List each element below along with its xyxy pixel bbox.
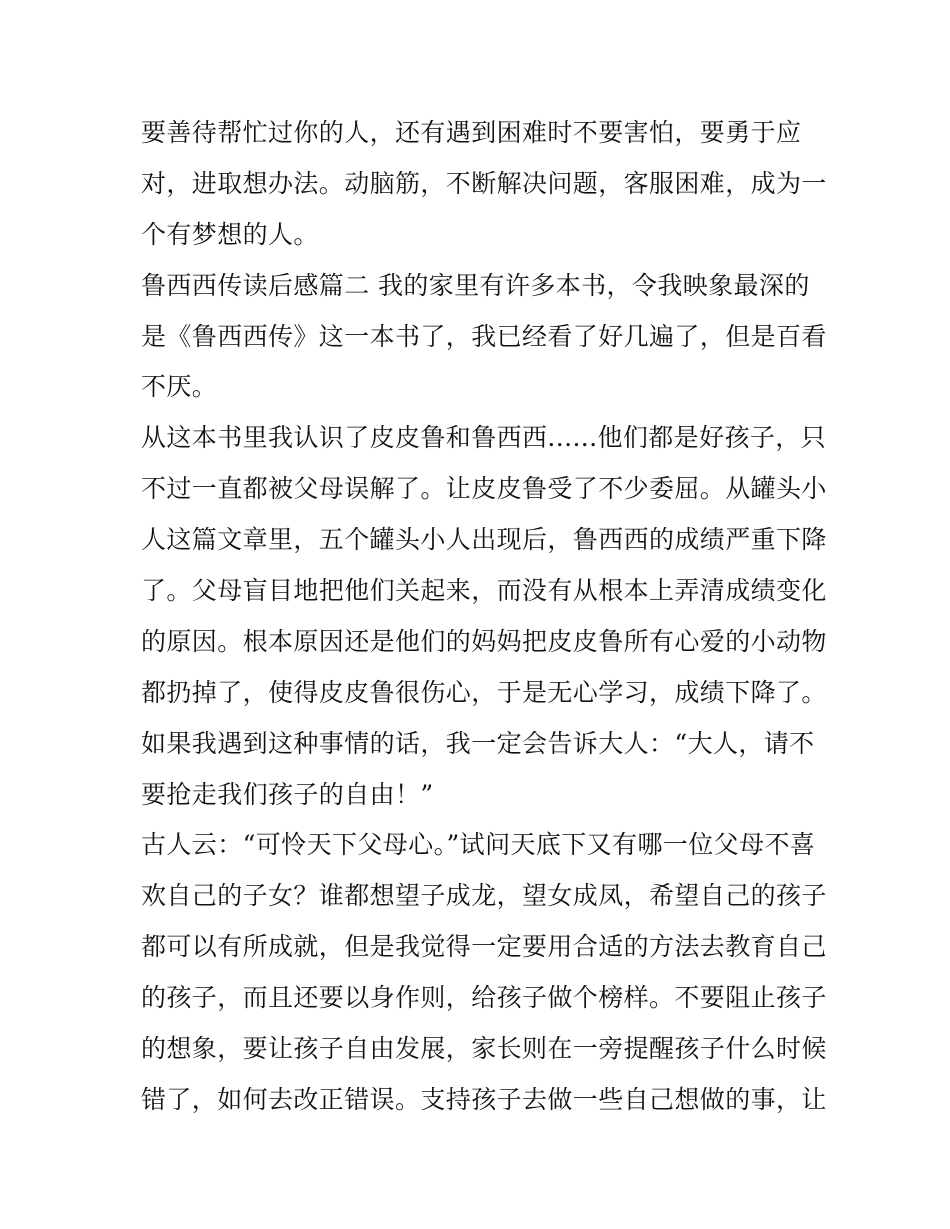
text-line-1: 要善待帮忙过你的人，还有遇到困难时不要害怕，要勇于应	[141, 118, 802, 147]
text-line-13: 如果我遇到这种事情的话，我一定会告诉大人：“大人，请不	[141, 728, 815, 758]
text-line-8: 不过一直都被父母误解了。让皮皮鲁受了不少委屈。从罐头小	[141, 474, 827, 504]
text-line-14: 要抢走我们孩子的自由！”	[141, 779, 434, 809]
text-line-6: 不厌。	[141, 372, 218, 402]
body-text	[141, 108, 827, 1126]
text-line-3: 个有梦想的人。	[141, 219, 319, 249]
text-line-11: 的原因。根本原因还是他们的妈妈把皮皮鲁所有心爱的小动物	[141, 626, 827, 656]
text-line-12: 都扔掉了，使得皮皮鲁很伤心，于是无心学习，成绩下降了。	[141, 677, 827, 707]
text-line-19: 的想象，要让孩子自由发展，家长则在一旁提醒孩子什么时候	[141, 1034, 827, 1064]
text-line-5: 是《鲁西西传》这一本书了，我已经看了好几遍了，但是百看	[141, 321, 827, 351]
text-line-4: 鲁西西传读后感篇二 我的家里有许多本书，令我映象最深的	[141, 270, 810, 300]
text-line-18: 的孩子，而且还要以身作则，给孩子做个榜样。不要阻止孩子	[141, 983, 827, 1013]
text-line-9: 人这篇文章里，五个罐头小人出现后，鲁西西的成绩严重下降	[141, 525, 827, 555]
text-line-2: 对，进取想办法。动脑筋，不断解决问题，客服困难，成为一	[141, 168, 827, 198]
text-line-16: 欢自己的子女？谁都想望子成龙，望女成凤，希望自己的孩子	[141, 881, 827, 911]
text-line-10: 了。父母盲目地把他们关起来，而没有从根本上弄清成绩变化	[141, 576, 827, 606]
text-line-15: 古人云：“可怜天下父母心。”试问天底下又有哪一位父母不喜	[141, 830, 816, 860]
text-line-20: 错了，如何去改正错误。支持孩子去做一些自己想做的事，让	[141, 1084, 827, 1114]
text-line-7: 从这本书里我认识了皮皮鲁和鲁西西......他们都是好孩子，只	[141, 423, 827, 453]
text-line-17: 都可以有所成就，但是我觉得一定要用合适的方法去教育自己	[141, 932, 827, 962]
